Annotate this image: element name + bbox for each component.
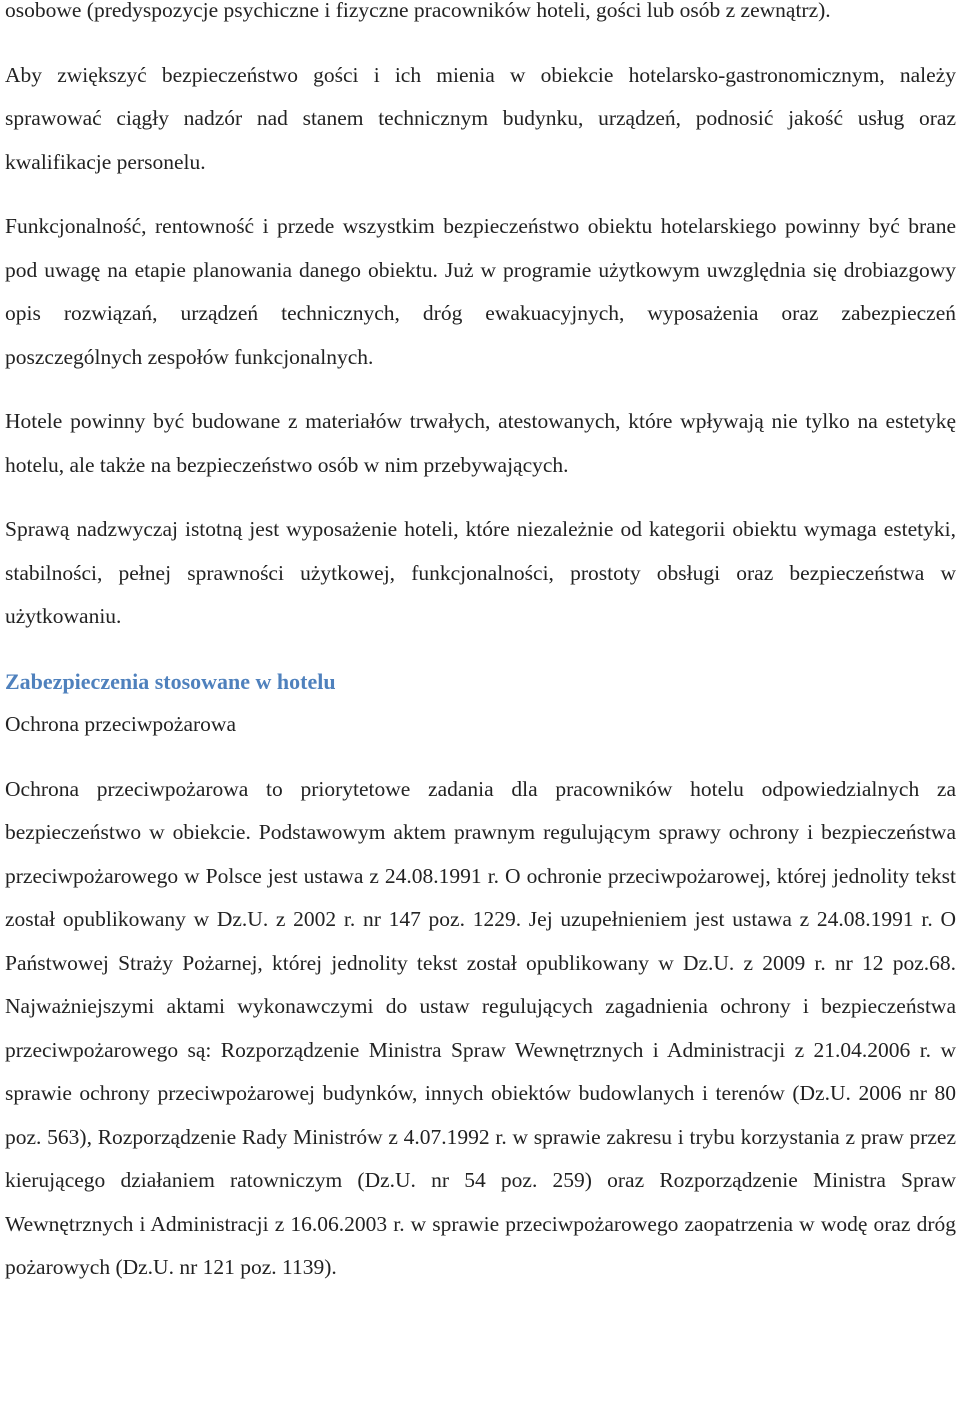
document-page bbox=[5, 0, 956, 1290]
section-heading: Zabezpieczenia stosowane w hotelu bbox=[5, 668, 336, 694]
paragraph-fire-protection: Ochrona przeciwpożarowa to priorytetowe zadania dla pracowników hotelu odpowiedzialnych za bezpieczeństwo w obiekcie. Podstawowym aktem prawnym regulującym sprawy ochrony i bezpieczeństwa przeciwpożarowego w Polsce jest ustawa z 24.08.1991 r. O ochronie przeciwpożarowej, której jednolity tekst został opublikowany w Dz.U. z 2002 r. nr 147 poz. 1229. Jej uzupełnieniem jest ustawa z 24.08.1991 r. O Państwowej Straży Pożarnej, której jednolity tekst został opublikowany w Dz.U. z 2009 r. nr 12 poz.68. Najważniejszymi aktami wykonawczymi do ustaw regulujących zagadnienia ochrony i bezpieczeństwa przeciwpożarowego są: Rozporządzenie Ministra Spraw Wewnętrznych i Administracji z 21.04.2006 r. w sprawie ochrony przeciwpożarowej budynków, innych obiektów budowlanych i terenów (Dz.U. 2006 nr 80 poz. 563), Rozporządzenie Rady Ministrów z 4.07.1992 r. w sprawie zakresu i trybu korzystania z praw przez kierującego działaniem ratowniczym (Dz.U. nr 54 poz. 259) oraz Rozporządzenie Ministra Spraw Wewnętrznych i Administracji z 16.06.2003 r. w sprawie przeciwpożarowego zaopatrzenia w wodę oraz dróg pożarowych (Dz.U. nr 121 poz. 1139). bbox=[5, 776, 956, 1279]
paragraph-intro-continuation: osobowe (predyspozycje psychiczne i fizyczne pracowników hoteli, gości lub osób z zewnątrz). bbox=[5, 0, 831, 22]
paragraph-materials: Hotele powinny być budowane z materiałów trwałych, atestowanych, które wpływają nie tylko na estetykę hotelu, ale także na bezpieczeństwo osób w nim przebywających. bbox=[5, 409, 956, 477]
subsection-heading: Ochrona przeciwpożarowa bbox=[5, 712, 236, 736]
paragraph-equipment: Sprawą nadzwyczaj istotną jest wyposażenie hoteli, które niezależnie od kategorii obiektu wymaga estetyki, stabilności, pełnej sprawności użytkowej, funkcjonalności, prostoty obsługi oraz bezpieczeństwa w użytkowaniu. bbox=[5, 517, 956, 628]
paragraph-functionality: Funkcjonalność, rentowność i przede wszystkim bezpieczeństwo obiektu hotelarskiego powinny być brane pod uwagę na etapie planowania danego obiektu. Już w programie użytkowym uwzględnia się drobiazgowy opis rozwiązań, urządzeń technicznych, dróg ewakuacyjnych, wyposażenia oraz zabezpieczeń poszczególnych zespołów funkcjonalnych. bbox=[5, 214, 956, 369]
paragraph-safety-supervision: Aby zwiększyć bezpieczeństwo gości i ich mienia w obiekcie hotelarsko-gastronomicznym, należy sprawować ciągły nadzór nad stanem technicznym budynku, urządzeń, podnosić jakość usług oraz kwalifikacje personelu. bbox=[5, 62, 956, 174]
